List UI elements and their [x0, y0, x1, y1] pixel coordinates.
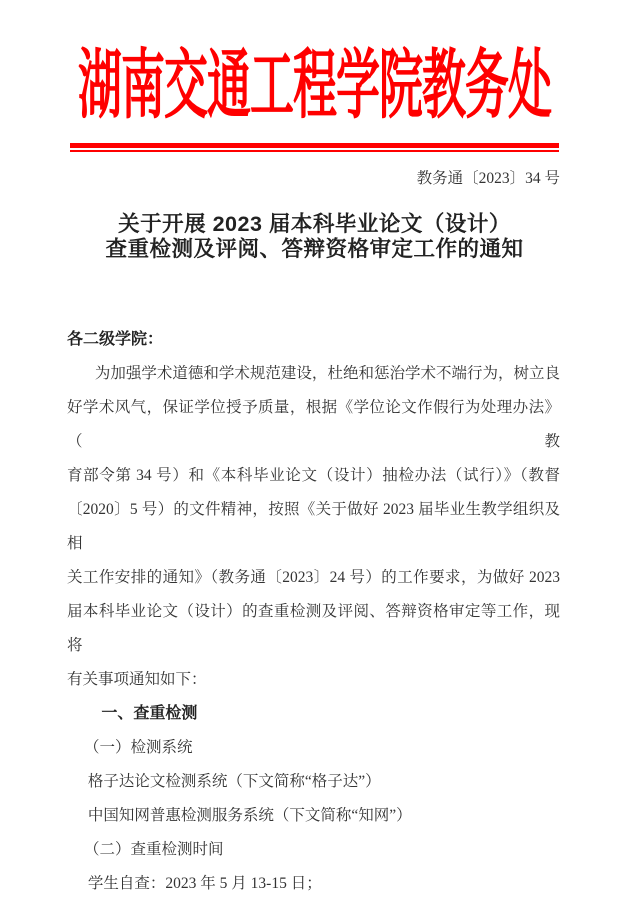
intro-line: 关工作安排的通知》（教务通〔2023〕24 号）的工作要求，为做好 2023 — [67, 569, 560, 586]
subsection-1-heading: （一）检测系统 — [84, 739, 193, 756]
intro-line: 为加强学术道德和学术规范建设，杜绝和惩治学术不端行为，树立良 — [94, 365, 560, 382]
self-check-time-item: 学生自查：2023 年 5 月 13-15 日； — [87, 875, 322, 892]
intro-line: 好学术风气，保证学位授予质量，根据《学位论文作假行为处理办法》（教 — [67, 399, 560, 450]
intro-line: 有关事项通知如下： — [67, 671, 207, 688]
subsection-2-heading: （二）查重检测时间 — [84, 841, 224, 858]
intro-paragraph — [67, 357, 560, 697]
salutation: 各二级学院： — [67, 331, 164, 348]
intro-line: 届本科毕业论文（设计）的查重检测及评阅、答辩资格审定等工作，现将 — [67, 603, 560, 654]
notice-title-line2: 查重检测及评阅、答辩资格审定工作的通知 — [105, 237, 524, 261]
org-title: 湖南交通工程学院教务处 — [78, 43, 551, 128]
detection-system-item-2: 中国知网普惠检测服务系统（下文简称“知网”） — [87, 807, 412, 824]
letterhead — [0, 0, 629, 128]
letterhead-rule — [70, 143, 559, 152]
intro-line: 育部令第 34 号）和《本科毕业论文（设计）抽检办法（试行）》（教督 — [67, 467, 560, 484]
notice-title-line1: 关于开展 2023 届本科毕业论文（设计） — [118, 212, 511, 236]
notice-title — [0, 212, 629, 262]
intro-line: 〔2020〕5 号）的文件精神，按照《关于做好 2023 届毕业生教学组织及相 — [67, 501, 560, 552]
notice-body — [67, 323, 560, 901]
rule-thin-bar — [70, 150, 559, 152]
section-1-heading: 一、查重检测 — [101, 705, 198, 722]
doc-number: 教务通〔2023〕34 号 — [416, 170, 560, 187]
detection-system-item-1: 格子达论文检测系统（下文简称“格子达”） — [87, 773, 381, 790]
